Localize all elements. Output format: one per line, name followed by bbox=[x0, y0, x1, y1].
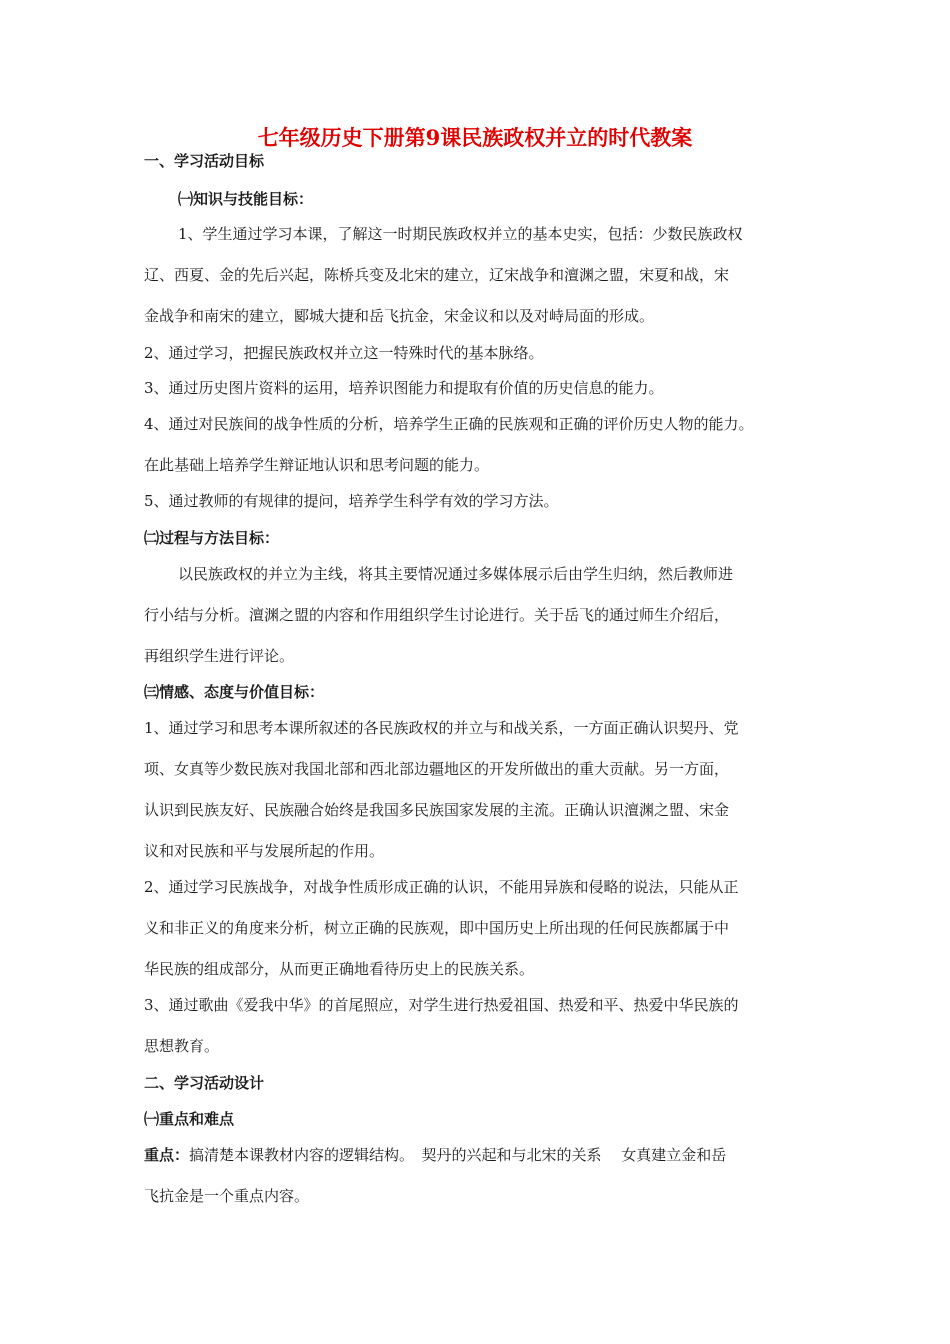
paragraph-line: 议和对民族和平与发展所起的作用。 bbox=[144, 842, 385, 860]
paragraph-line: 金战争和南宋的建立，郾城大捷和岳飞抗金，宋金议和以及对峙局面的形成。 bbox=[144, 307, 655, 325]
paragraph-line: 2、通过学习民族战争，对战争性质形成正确的认识，不能用异族和侵略的说法，只能从正 bbox=[144, 878, 739, 896]
section-heading-1: 一、学习活动目标 bbox=[144, 152, 265, 170]
paragraph-line: 以民族政权的并立为主线，将其主要情况通过多媒体展示后由学生归纳，然后教师进 bbox=[178, 565, 734, 583]
subsection-heading-1: ㈠知识与技能目标： bbox=[178, 190, 314, 208]
document-title: 七年级历史下册第9课民族政权并立的时代教案 bbox=[257, 125, 693, 150]
subsection-heading-3: ㈢情感、态度与价值目标： bbox=[144, 683, 325, 701]
paragraph-line: 1、通过学习和思考本课所叙述的各民族政权的并立与和战关系，一方面正确认识契丹、党 bbox=[144, 719, 739, 737]
paragraph-line: 3、通过历史图片资料的运用，培养识图能力和提取有价值的历史信息的能力。 bbox=[144, 379, 664, 397]
subsection-heading-4: ㈠重点和难点 bbox=[144, 1110, 235, 1128]
key-point-line bbox=[144, 1144, 726, 1166]
paragraph-line: 行小结与分析。澶渊之盟的内容和作用组织学生讨论进行。关于岳飞的通过师生介绍后， bbox=[144, 606, 730, 624]
paragraph-line: 思想教育。 bbox=[144, 1037, 220, 1055]
paragraph-line: 5、通过教师的有规律的提问，培养学生科学有效的学习方法。 bbox=[144, 492, 559, 510]
paragraph-line: 认识到民族友好、民族融合始终是我国多民族国家发展的主流。正确认识澶渊之盟、宋金 bbox=[144, 801, 730, 819]
paragraph-line: 再组织学生进行评论。 bbox=[144, 647, 295, 665]
paragraph-line: 3、通过歌曲《爱我中华》的首尾照应，对学生进行热爱祖国、热爱和平、热爱中华民族的 bbox=[144, 996, 739, 1014]
paragraph-line: 辽、西夏、金的先后兴起，陈桥兵变及北宋的建立，辽宋战争和澶渊之盟，宋夏和战，宋 bbox=[144, 266, 730, 284]
paragraph-line: 4、通过对民族间的战争性质的分析，培养学生正确的民族观和正确的评价历史人物的能力。 bbox=[144, 415, 754, 433]
key-point-text: 搞清楚本课教材内容的逻辑结构。 契丹的兴起和与北宋的关系 女真建立金和岳 bbox=[189, 1146, 727, 1164]
paragraph-line: 项、女真等少数民族对我国北部和西北部边疆地区的开发所做出的重大贡献。另一方面， bbox=[144, 760, 730, 778]
paragraph-line: 义和非正义的角度来分析，树立正确的民族观，即中国历史上所出现的任何民族都属于中 bbox=[144, 919, 730, 937]
key-point-label: 重点： bbox=[144, 1146, 190, 1164]
subsection-heading-2: ㈡过程与方法目标： bbox=[144, 529, 280, 547]
paragraph-line: 华民族的组成部分，从而更正确地看待历史上的民族关系。 bbox=[144, 960, 535, 978]
paragraph-line: 在此基础上培养学生辩证地认识和思考问题的能力。 bbox=[144, 456, 490, 474]
paragraph-line: 飞抗金是一个重点内容。 bbox=[144, 1187, 310, 1205]
section-heading-2: 二、学习活动设计 bbox=[144, 1074, 265, 1092]
paragraph-line: 2、通过学习，把握民族政权并立这一特殊时代的基本脉络。 bbox=[144, 344, 544, 362]
paragraph-line: 1、学生通过学习本课，了解这一时期民族政权并立的基本史实，包括：少数民族政权 bbox=[178, 225, 743, 243]
